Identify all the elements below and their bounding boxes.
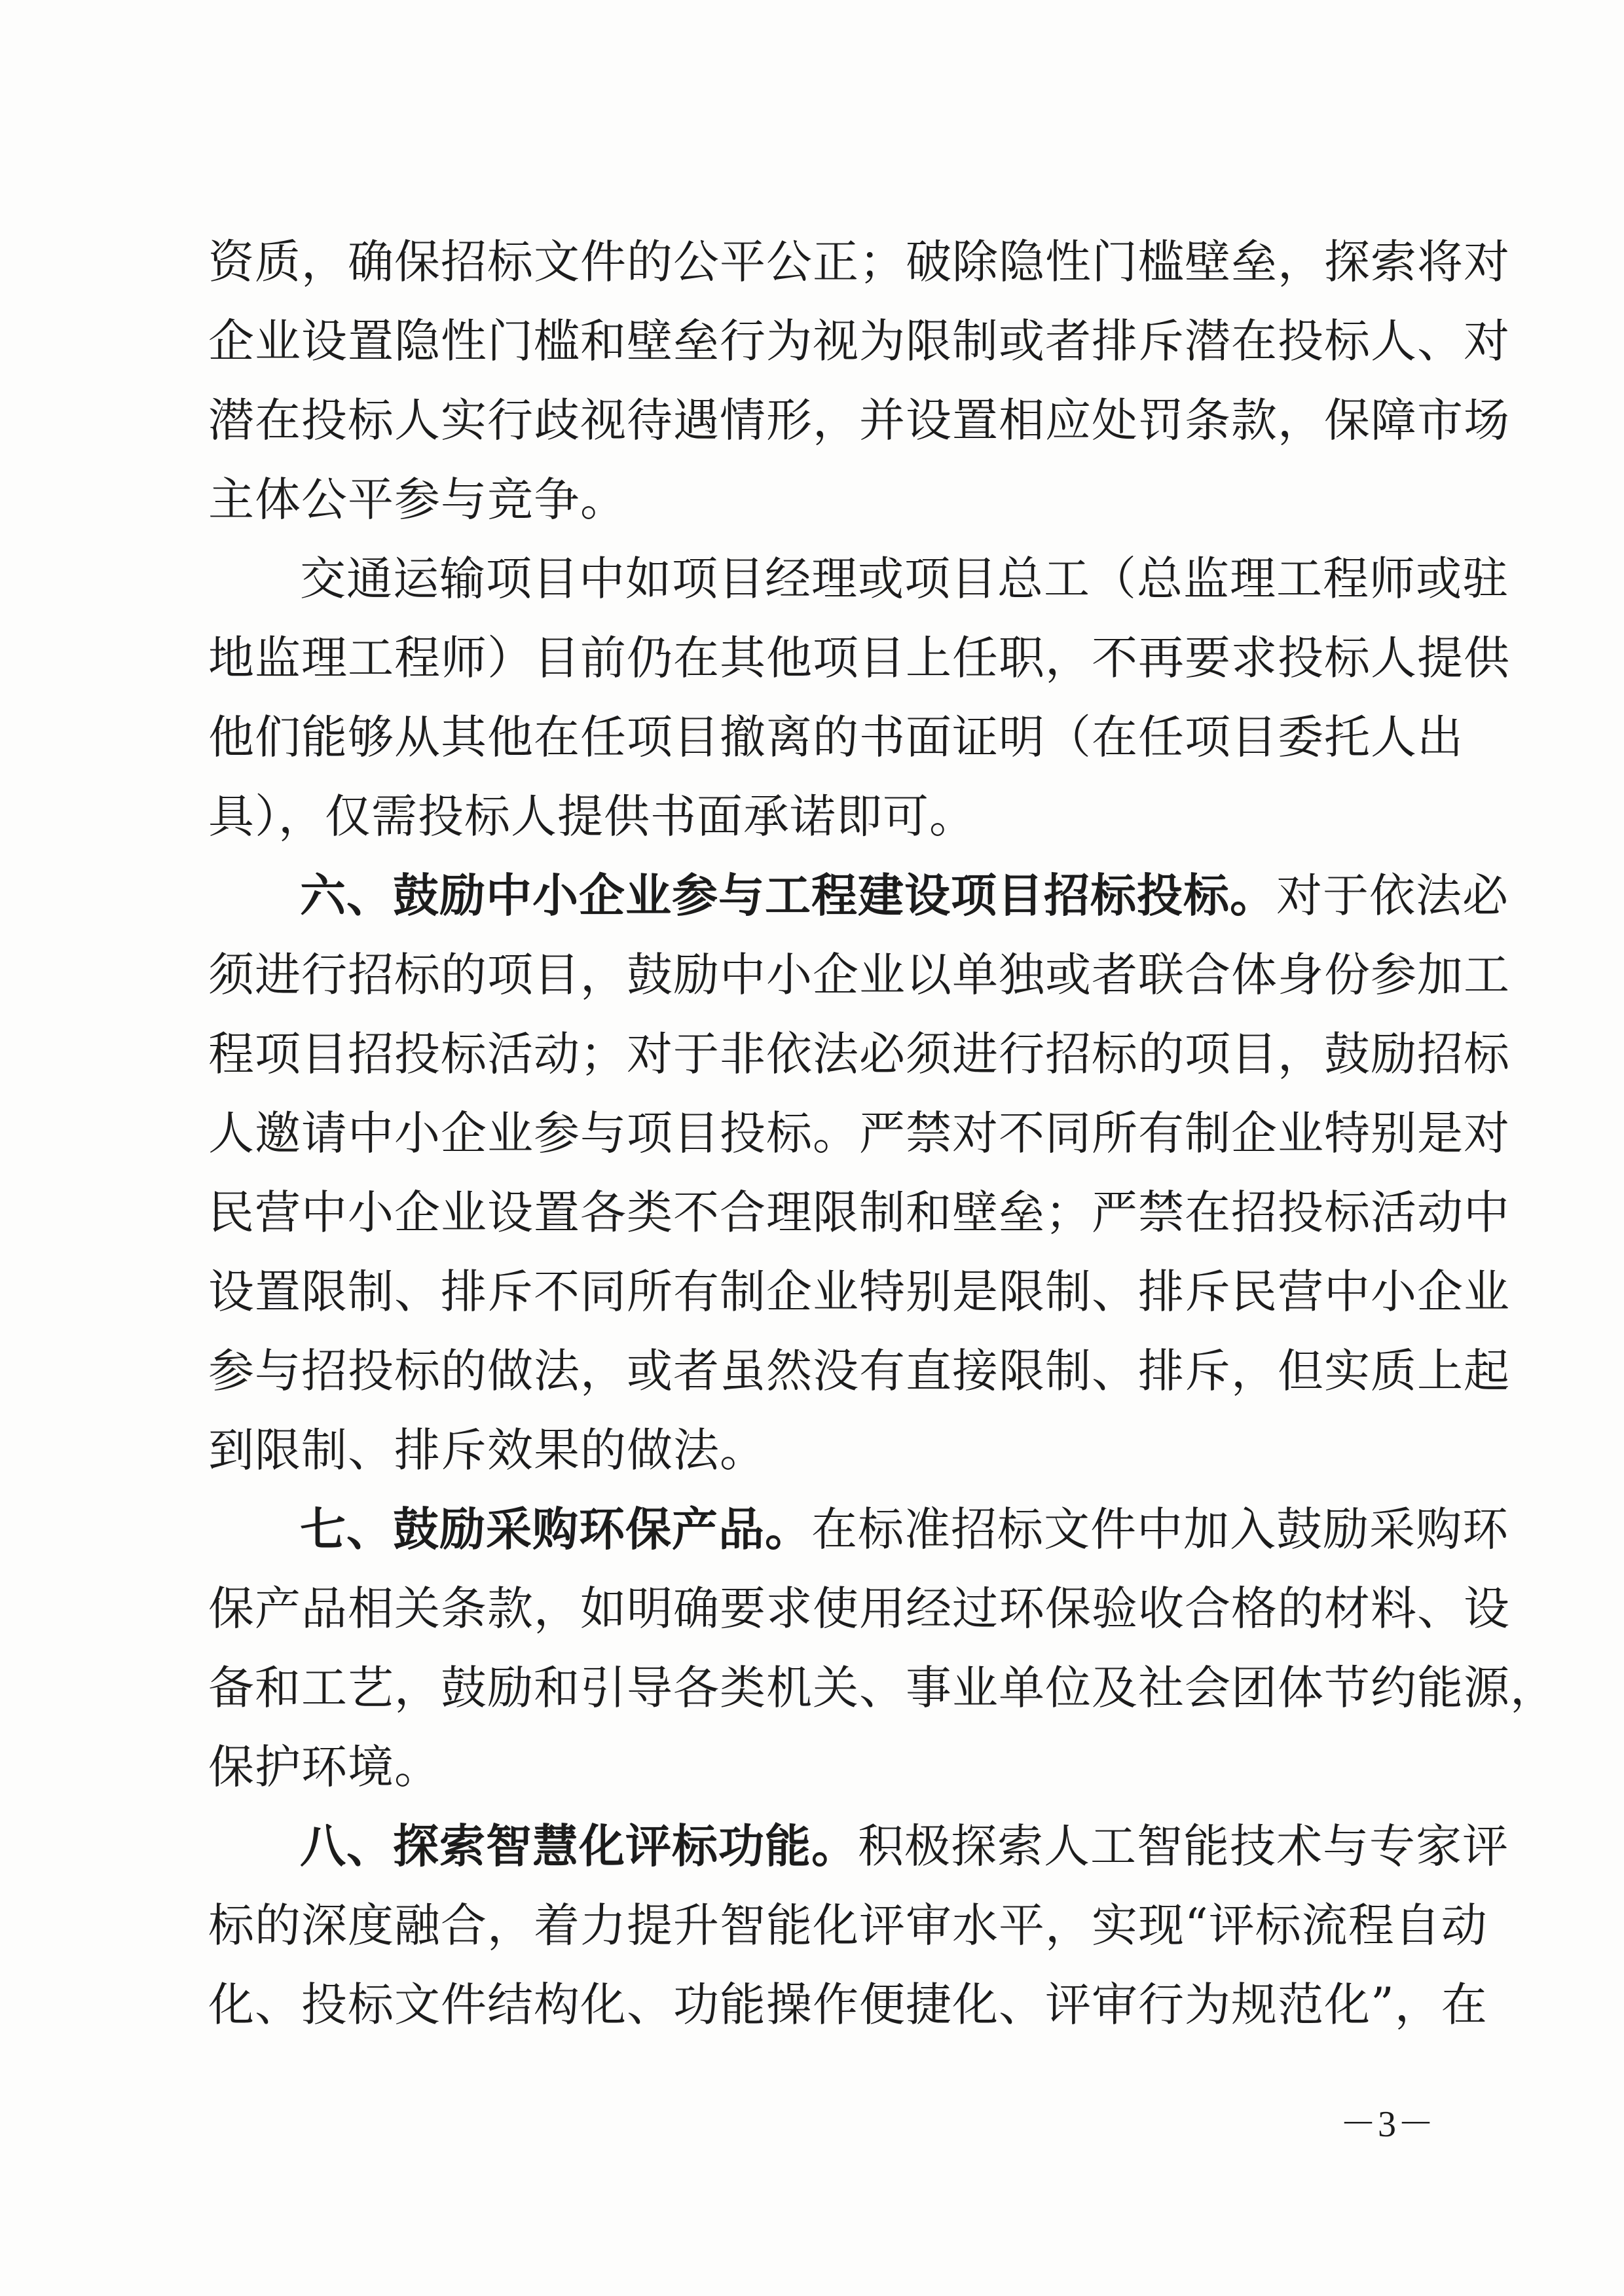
text-line: 保产品相关条款，如明确要求使用经过环保验收合格的材料、设 — [208, 1582, 1510, 1635]
text-line: 主体公平参与竞争。 — [208, 473, 627, 526]
text-line: 地监理工程师）目前仍在其他项目上任职，不再要求投标人提供 — [208, 631, 1510, 685]
paragraph — [208, 539, 1510, 856]
text-line: 他们能够从其他在任项目撤离的书面证明（在任项目委托人出 — [208, 710, 1464, 764]
text-line: 标的深度融合，着力提升智能化评审水平，实现“评标流程自动 — [208, 1899, 1488, 1952]
page-number: －3－ — [1340, 2104, 1435, 2145]
section-heading: 七、鼓励采购环保产品。 — [300, 1503, 811, 1556]
document-body — [208, 223, 1557, 2045]
text-line: 设置限制、排斥不同所有制企业特别是限制、排斥民营中小企业 — [208, 1265, 1510, 1319]
section-heading: 六、鼓励中小企业参与工程建设项目招标投标。 — [300, 869, 1276, 922]
paragraph — [208, 856, 1510, 1490]
text-line: 交通运输项目中如项目经理或项目总工（总监理工程师或驻 — [300, 552, 1509, 606]
text-line — [208, 1807, 1509, 1886]
text-line: 民营中小企业设置各类不合理限制和壁垒；严禁在招投标活动中 — [208, 1186, 1510, 1239]
paragraph — [208, 223, 1510, 539]
text-line: 备和工艺，鼓励和引导各类机关、事业单位及社会团体节约能源， — [208, 1661, 1557, 1715]
text-line: 具），仅需投标人提供书面承诺即可。 — [208, 790, 976, 843]
text-line: 潜在投标人实行歧视待遇情形，并设置相应处罚条款，保障市场 — [208, 393, 1510, 447]
text-line: 资质，确保招标文件的公平公正；破除隐性门槛壁垒，探索将对 — [208, 235, 1510, 289]
section-heading: 八、探索智慧化评标功能。 — [300, 1819, 858, 1873]
paragraph — [208, 1490, 1557, 1807]
text-line: 参与招投标的做法，或者虽然没有直接限制、排斥，但实质上起 — [208, 1344, 1510, 1398]
text-line: 化、投标文件结构化、功能操作便捷化、评审行为规范化”，在 — [208, 1978, 1488, 2032]
text-line: 到限制、排斥效果的做法。 — [208, 1423, 766, 1477]
text-line — [208, 1490, 1509, 1569]
text-line — [208, 856, 1509, 936]
text-line: 须进行招标的项目，鼓励中小企业以单独或者联合体身份参加工 — [208, 948, 1510, 1002]
text-line: 保护环境。 — [208, 1740, 441, 1794]
line-text: 对于依法必 — [1276, 869, 1509, 922]
line-text: 积极探索人工智能技术与专家评 — [858, 1819, 1509, 1873]
text-line: 企业设置隐性门槛和壁垒行为视为限制或者排斥潜在投标人、对 — [208, 314, 1510, 368]
text-line: 人邀请中小企业参与项目投标。严禁对不同所有制企业特别是对 — [208, 1106, 1510, 1160]
paragraph — [208, 1807, 1509, 2045]
text-line: 程项目招投标活动；对于非依法必须进行招标的项目，鼓励招标 — [208, 1027, 1510, 1081]
line-text: 在标准招标文件中加入鼓励采购环 — [811, 1503, 1509, 1556]
